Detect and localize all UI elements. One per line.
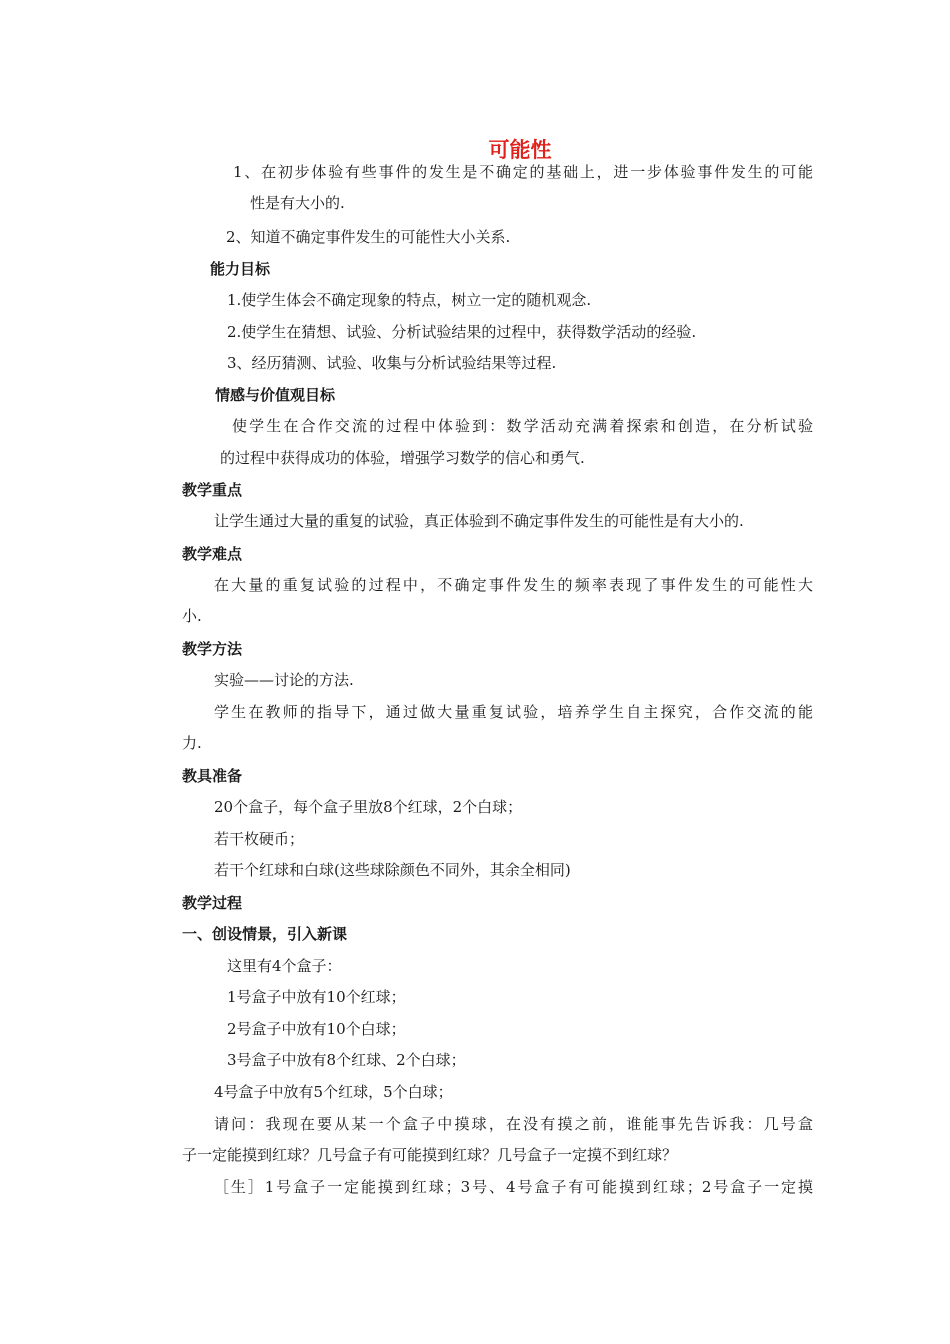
box-3-text: 3号盒子中放有8个红球、2个白球；: [227, 1051, 466, 1069]
section-1-heading: 一、创设情景，引入新课: [182, 925, 348, 943]
question-line-1: 请问：我现在要从某一个盒子中摸球，在没有摸之前，谁能事先告诉我：几号盒: [214, 1115, 813, 1133]
box-4-text: 4号盒子中放有5个红球，5个白球；: [214, 1083, 453, 1101]
boxes-intro: 这里有4个盒子：: [227, 957, 342, 975]
knowledge-goal-1-line-2: 性是有大小的.: [250, 194, 345, 212]
difficulty-heading: 教学难点: [182, 545, 243, 563]
method-heading: 教学方法: [182, 640, 243, 658]
materials-item-2: 若干枚硬币；: [214, 830, 305, 848]
box-1-text: 1号盒子中放有10个红球；: [227, 988, 406, 1006]
method-line-2: 学生在教师的指导下，通过做大量重复试验，培养学生自主探究，合作交流的能: [214, 703, 813, 721]
materials-heading: 教具准备: [182, 767, 243, 785]
materials-item-3: 若干个红球和白球(这些球除颜色不同外，其余全相同): [214, 861, 571, 879]
method-line-3: 力.: [182, 734, 202, 752]
process-heading: 教学过程: [182, 894, 243, 912]
emotion-goals-heading: 情感与价值观目标: [215, 386, 336, 404]
ability-goal-3: 3、经历猜测、试验、收集与分析试验结果等过程.: [227, 354, 557, 372]
ability-goals-heading: 能力目标: [210, 260, 271, 278]
ability-goal-2: 2.使学生在猜想、试验、分析试验结果的过程中，获得数学活动的经验.: [227, 323, 697, 341]
knowledge-goal-1-line-1: 1、在初步体验有些事件的发生是不确定的基础上，进一步体验事件发生的可能: [233, 163, 813, 181]
difficulty-line-1: 在大量的重复试验的过程中，不确定事件发生的频率表现了事件发生的可能性大: [214, 576, 813, 594]
answer-line-1: ［生］1号盒子一定能摸到红球；3号、4号盒子有可能摸到红球；2号盒子一定摸: [214, 1178, 813, 1196]
key-point-text: 让学生通过大量的重复的试验，真正体验到不确定事件发生的可能性是有大小的.: [214, 512, 744, 530]
difficulty-line-2: 小.: [182, 607, 202, 625]
ability-goal-1: 1.使学生体会不确定现象的特点，树立一定的随机观念.: [227, 291, 592, 309]
document-title: 可能性: [488, 138, 552, 162]
materials-item-1: 20个盒子，每个盒子里放8个红球，2个白球；: [214, 798, 523, 816]
box-2-text: 2号盒子中放有10个白球；: [227, 1020, 406, 1038]
emotion-goals-line-2: 的过程中获得成功的体验，增强学习数学的信心和勇气.: [220, 449, 585, 467]
question-line-2: 子一定能摸到红球？几号盒子有可能摸到红球？几号盒子一定摸不到红球？: [182, 1146, 678, 1164]
method-line-1: 实验——讨论的方法.: [214, 671, 354, 689]
emotion-goals-line-1: 使学生在合作交流的过程中体验到：数学活动充满着探索和创造，在分析试验: [232, 417, 813, 435]
knowledge-goal-2: 2、知道不确定事件发生的可能性大小关系.: [226, 228, 511, 246]
key-point-heading: 教学重点: [182, 481, 243, 499]
